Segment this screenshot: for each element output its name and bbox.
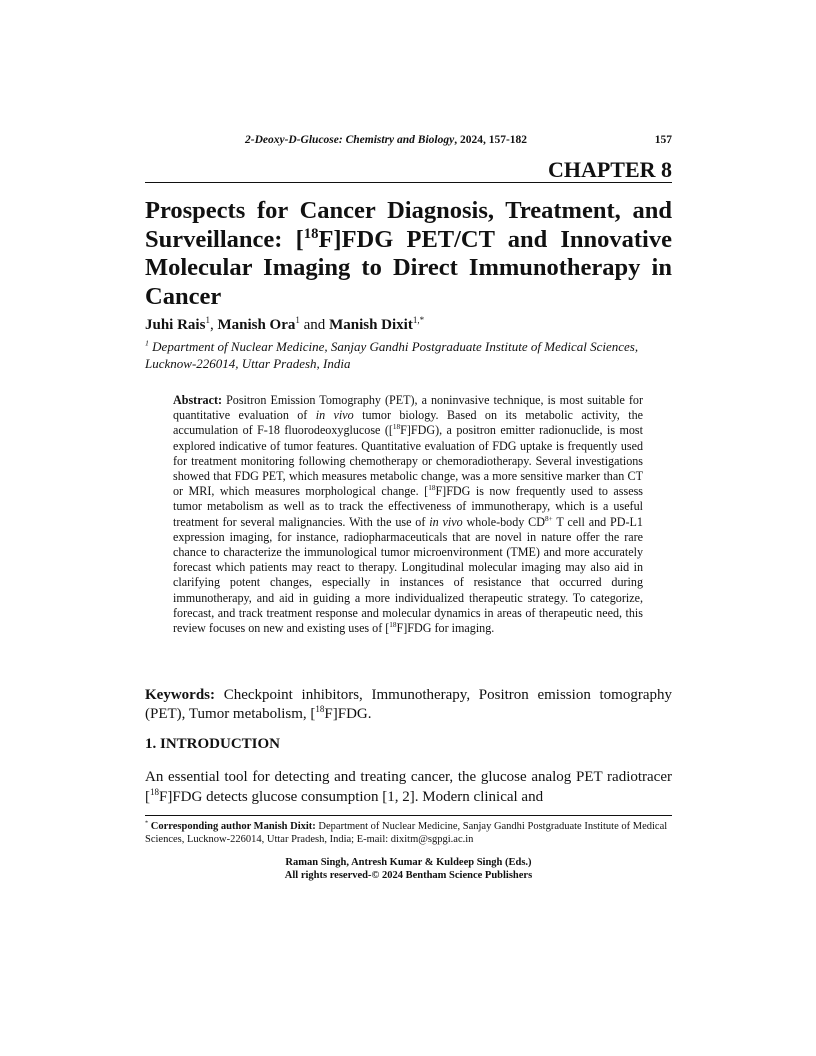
abstract: Abstract: Positron Emission Tomography (PET), a noninvasive technique, is most suitable for quantitative evaluation of in vivo tumor biology. Based on its metabolic activity, the accumulation of F-18 fluorodeoxyglucose ([$^{18}$F]FDG), a positron emitter radionuclide, is most explored indicative of tumor features. Quantitative evaluation of FDG uptake is frequently used for treatment monitoring following chemotherapy or chemoradiotherapy. Several investigations showed that FDG PET, which measures metabolic change, was a more sensitive marker than CT or MRI, which measures morphological change. [$^{18}$F]FDG is now frequently used to assess tumor metabolism as well as to track the effectiveness of immunotherapy, which is a useful treatment for several malignancies. With the use of in vivo whole-body $CD^{8+}$ T cell and PD-L1 expression imaging, for instance, radiopharmaceuticals that are novel in nature offer the rare chance to characterize the immunological tumor microenvironment (TME) and more accurately forecast which patients may react to therapy. Longitudinal molecular imaging may also aid in clarifying potent changes, especially in instances of resistance that occurred during immunotherapy, and aid in guiding a more individualized therapeutic strategy. To categorize, forecast, and track treatment response and molecular dynamics in areas of therapeutic need, this review focuses on new and existing uses of [$^{18}$F]FDG for imaging. xyxy=(173,393,643,636)
title-line-2: Surveillance: [$^{18}$F]FDG PET/CT and Innovative xyxy=(145,225,672,253)
header-rule xyxy=(145,182,672,183)
footnote-rule xyxy=(145,815,672,816)
chapter-title xyxy=(145,197,672,311)
author-list: Juhi Rais$^1$, Manish Ora$^1$ and Manish Dixit$^{1,*}$ xyxy=(145,315,425,333)
editors-line: Raman Singh, Antresh Kumar & Kuldeep Singh (Eds.) xyxy=(285,857,532,868)
publisher-info xyxy=(145,856,672,882)
title-line-4: Cancer xyxy=(145,282,222,310)
journal-citation: 2-Deoxy-D-Glucose: Chemistry and Biology, 2024, 157-182 xyxy=(245,134,528,146)
author-name: Juhi Rais xyxy=(145,317,206,333)
rights-line: All rights reserved-© 2024 Bentham Science Publishers xyxy=(284,870,533,881)
title-line-3: Molecular Imaging to Direct Immunotherapy in xyxy=(145,254,672,281)
keywords-label: Keywords: xyxy=(145,687,215,703)
intro-paragraph: An essential tool for detecting and treating cancer, the glucose analog PET radiotracer [$^{18}$F]FDG detects glucose consumption [1, 2]. Modern clinical and xyxy=(145,769,672,805)
title-line-1: Prospects for Cancer Diagnosis, Treatment, and xyxy=(145,197,672,224)
keywords: Keywords: Checkpoint inhibitors, Immunotherapy, Positron emission tomography (PET), Tumor metabolism, [$^{18}$F]FDG. xyxy=(145,687,672,722)
chapter-label: CHAPTER 8 xyxy=(547,157,672,182)
footnote: * Corresponding author Manish Dixit: Department of Nuclear Medicine, Sanjay Gandhi Postgraduate Institute of Medical Sciences, Lucknow-226014, Uttar Pradesh, India; E-mail: dixitm@sgpgi.ac.in xyxy=(145,819,668,845)
page-number: 157 xyxy=(654,134,672,146)
author-name: Manish Dixit xyxy=(329,317,413,333)
affiliation: $^1$ Department of Nuclear Medicine, Sanjay Gandhi Postgraduate Institute of Medical Sciences, Lucknow-226014, Uttar Pradesh, India xyxy=(145,338,639,371)
abstract-label: Abstract: xyxy=(173,393,223,407)
section-heading: 1. INTRODUCTION xyxy=(145,736,281,752)
author-name: Manish Ora xyxy=(217,317,296,333)
